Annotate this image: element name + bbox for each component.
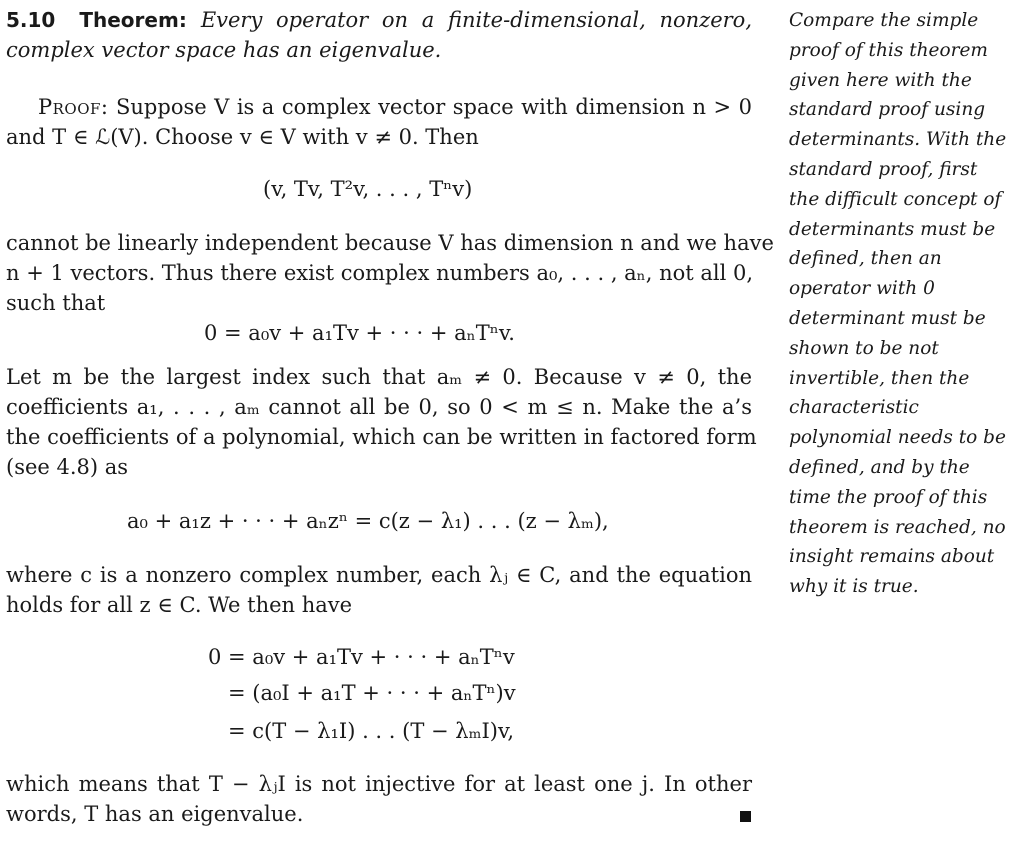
margin-note-line: standard proof, first [789, 158, 978, 180]
theorem-number: 5.10 [6, 8, 56, 32]
margin-note-line: defined, and by the [789, 456, 970, 478]
proof-line-10: where c is a nonzero complex number, each λⱼ ∈ C, and the equation [6, 563, 752, 587]
margin-note-line: operator with 0 [789, 278, 935, 300]
margin-note-line: insight remains about [789, 546, 995, 568]
proof-line-4: n + 1 vectors. Thus there exist complex numbers a₀, . . . , aₙ, not all 0, [6, 261, 754, 285]
margin-note [789, 6, 1019, 602]
theorem-heading-line [6, 5, 752, 35]
equation-row-1: 0 = a₀v + a₁Tv + · · · + aₙTⁿv [208, 645, 515, 669]
equation-factored-polynomial: a₀ + a₁z + · · · + aₙzⁿ = c(z − λ₁) . . . (z − λₘ), [127, 509, 609, 533]
margin-note-line: the difficult concept of [789, 188, 1002, 210]
margin-note-line: why it is true. [789, 576, 919, 598]
margin-note-line: shown to be not [789, 337, 939, 359]
proof-line-11: holds for all z ∈ C. We then have [6, 593, 353, 617]
margin-note-line: polynomial needs to be [789, 427, 1006, 449]
margin-note-line: theorem is reached, no [789, 516, 1006, 538]
proof-line-7: coefficients a₁, . . . , aₘ cannot all be 0, so 0 < m ≤ n. Make the a’s [6, 395, 752, 419]
margin-note-line: determinants must be [789, 218, 996, 240]
equation-row-2: = (a₀I + a₁T + · · · + aₙTⁿ)v [228, 681, 516, 705]
margin-note-line: defined, then an [789, 248, 942, 270]
proof-line-1 [6, 92, 752, 122]
qed-square-icon [740, 811, 751, 822]
proof-line-12: which means that T − λⱼI is not injective for at least one j. In other [6, 772, 752, 796]
equation-vector-list: (v, Tv, T²v, . . . , Tⁿv) [263, 177, 473, 201]
margin-note-line: determinant must be [789, 307, 986, 329]
proof-label: Proof: [38, 95, 109, 119]
margin-note-line: Compare the simple [789, 10, 979, 31]
margin-note-line: determinants. With the [789, 129, 1007, 151]
theorem-statement-2: complex vector space has an eigenvalue. [6, 38, 442, 62]
equation-row-3: = c(T − λ₁I) . . . (T − λₘI)v, [228, 719, 514, 743]
margin-note-line: standard proof using [789, 99, 986, 121]
proof-line-9: (see 4.8) as [6, 455, 129, 479]
margin-note-line: characteristic [789, 397, 919, 419]
margin-note-line: given here with the [789, 69, 972, 91]
proof-line-5: such that [6, 291, 106, 315]
proof-text-1: Suppose V is a complex vector space with dimension n > 0 [116, 95, 752, 119]
theorem-label: Theorem: [79, 8, 187, 32]
margin-note-line: time the proof of this [789, 486, 988, 508]
margin-note-line: proof of this theorem [789, 39, 988, 61]
proof-line-13: words, T has an eigenvalue. [6, 802, 304, 826]
proof-line-6: Let m be the largest index such that aₘ ≠ 0. Because v ≠ 0, the [6, 365, 752, 389]
theorem-statement-1: Every operator on a finite-dimensional, nonzero, [200, 8, 752, 32]
proof-line-3: cannot be linearly independent because V has dimension n and we have [6, 231, 774, 255]
proof-line-8: the coefficients of a polynomial, which can be written in factored form [6, 425, 757, 449]
margin-note-line: invertible, then the [789, 367, 970, 389]
proof-line-2: and T ∈ ℒ(V). Choose v ∈ V with v ≠ 0. Then [6, 125, 479, 149]
equation-linear-combination: 0 = a₀v + a₁Tv + · · · + aₙTⁿv. [204, 321, 515, 345]
